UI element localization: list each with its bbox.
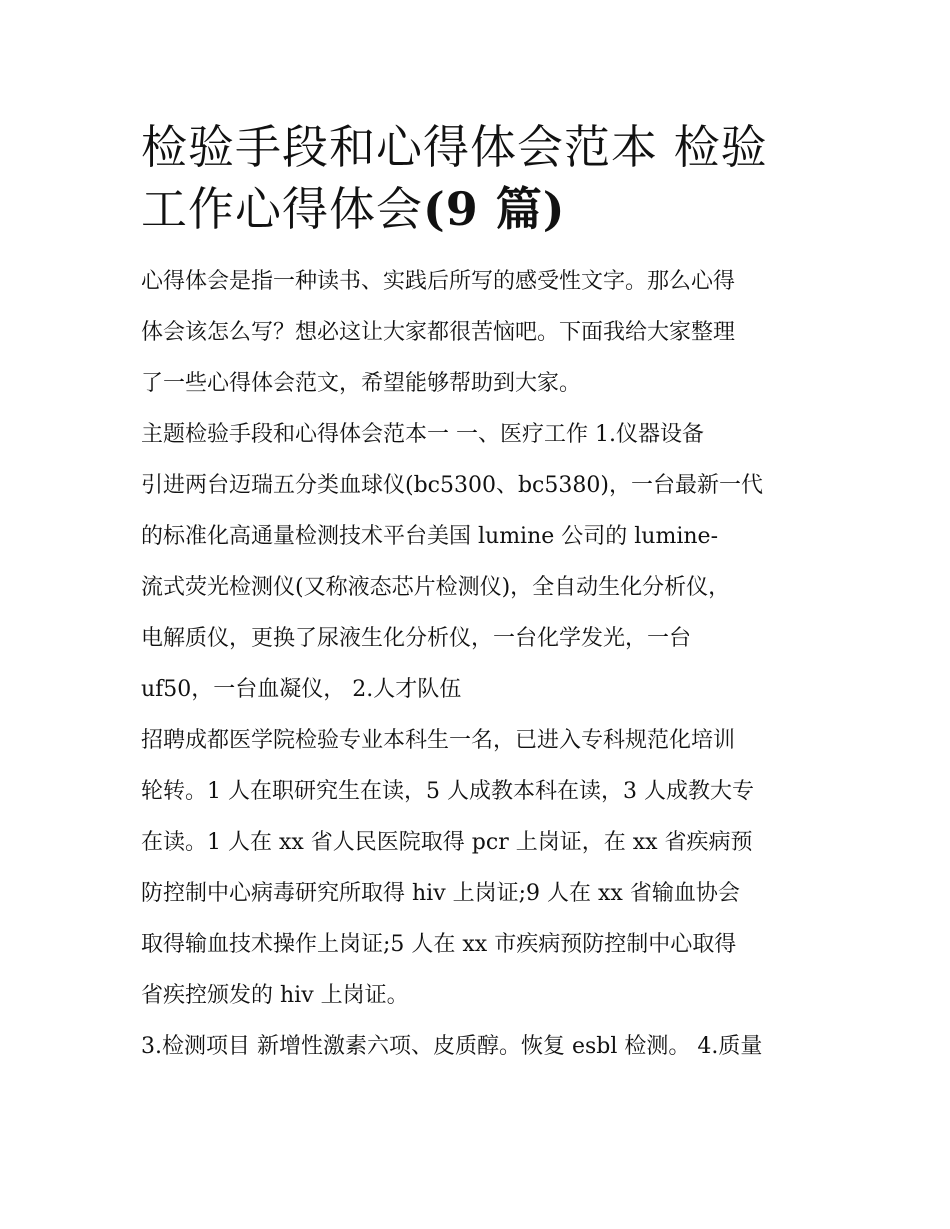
text-line: 体会该怎么写？想必这让大家都很苦恼吧。下面我给大家整理: [141, 320, 736, 345]
text-line: 流式荧光检测仪(又称液态芯片检测仪)，全自动生化分析仪，: [141, 575, 731, 600]
text-line: 主题检验手段和心得体会范本一 一、医疗工作 1.仪器设备: [141, 422, 704, 447]
text-line: 3.检测项目 新增性激素六项、皮质醇。恢复 esbl 检测。 4.质量: [141, 1034, 763, 1059]
text-line: 取得输血技术操作上岗证;5 人在 xx 市疾病预防控制中心取得: [141, 932, 737, 957]
document-content: [141, 116, 816, 1072]
title-line-2-text: 工作心得体会: [141, 182, 423, 236]
text-line: 招聘成都医学院检验专业本科生一名，已进入专科规范化培训: [141, 728, 736, 753]
intro-paragraph: [141, 256, 816, 409]
text-line: 防控制中心病毒研究所取得 hiv 上岗证;9 人在 xx 省输血协会: [141, 881, 740, 906]
text-line: 轮转。1 人在职研究生在读，5 人成教本科在读，3 人成教大专: [141, 779, 754, 804]
title-line-1: 检验手段和心得体会范本 检验: [141, 120, 768, 174]
text-line: 电解质仪，更换了尿液生化分析仪，一台化学发光，一台: [141, 626, 692, 651]
body-paragraph: [141, 409, 816, 1072]
text-line: uf50，一台血凝仪， 2.人才队伍: [141, 677, 462, 702]
text-line: 的标准化高通量检测技术平台美国 lumine 公司的 lumine-: [141, 524, 718, 549]
text-line: 了一些心得体会范文，希望能够帮助到大家。: [141, 371, 582, 396]
document-title: [141, 116, 816, 240]
title-line-2: [141, 178, 816, 240]
text-line: 心得体会是指一种读书、实践后所写的感受性文字。那么心得: [141, 269, 736, 294]
text-line: 引进两台迈瑞五分类血球仪(bc5300、bc5380)，一台最新一代: [141, 473, 763, 498]
text-line: 省疾控颁发的 hiv 上岗证。: [141, 983, 409, 1008]
text-line: 在读。1 人在 xx 省人民医院取得 pcr 上岗证，在 xx 省疾病预: [141, 830, 753, 855]
title-line-2-count: (9 篇): [423, 182, 566, 236]
